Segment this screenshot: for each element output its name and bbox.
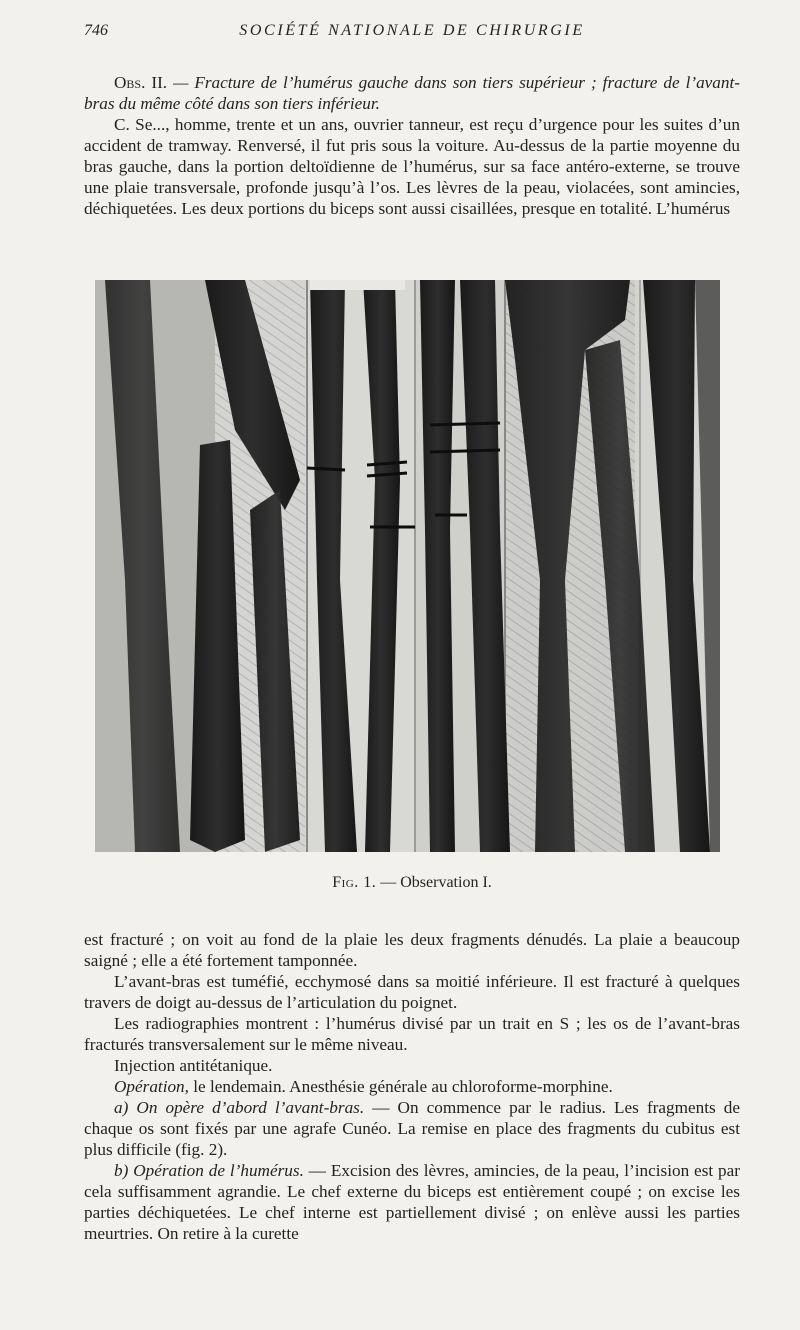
step-b-text: — Excision des lèvres, amincies, de la peau, l’incision est par cela suffisamment agrandie. Le chef externe du biceps est entièrement coupé ; on excise les parties déchiquetées. Le chef interne est partiellement divisé ; on enlève aussi les parties meurtries. On retire à la curette xyxy=(84,1161,740,1243)
observation-title: — Fracture de l’humérus gauche dans son tiers supérieur ; fracture de l’avant-bras du même côté dans son tiers inférieur. xyxy=(84,73,740,113)
paragraph xyxy=(84,1097,740,1160)
paragraph: est fracturé ; on voit au fond de la plaie les deux fragments dénudés. La plaie a beaucoup saigné ; elle a été fortement tamponnée. xyxy=(84,930,740,970)
operation-label: Opération, xyxy=(114,1077,189,1096)
step-a-text: — On commence par le radius. Les fragments de chaque os sont fixés par une agrafe Cunéo. La remise en place des fragments du cubitus est plus difficile (fig. 2). xyxy=(84,1098,740,1159)
observation-body xyxy=(84,929,740,1244)
radiograph-image xyxy=(95,280,720,852)
figure-caption xyxy=(84,874,740,892)
paragraph: Les radiographies montrent : l’humérus divisé par un trait en S ; les os de l’avant-bras fracturés transversalement sur le même niveau. xyxy=(84,1014,740,1054)
step-b-label: b) Opération de l’humérus. xyxy=(114,1161,304,1180)
observation-heading xyxy=(84,72,740,114)
figure-caption-text: — Observation I. xyxy=(376,874,492,891)
observation-intro xyxy=(84,72,740,219)
paragraph xyxy=(84,1076,740,1097)
figure-caption-label: Fig. 1. xyxy=(332,874,377,891)
page-number: 746 xyxy=(84,22,108,39)
paragraph xyxy=(84,1160,740,1244)
page-header xyxy=(84,22,740,46)
running-title: SOCIÉTÉ NATIONALE DE CHIRURGIE xyxy=(239,22,585,39)
operation-text: le lendemain. Anesthésie générale au chloroforme-morphine. xyxy=(188,1077,613,1096)
paragraph: L’avant-bras est tuméfié, ecchymosé dans sa moitié inférieure. Il est fracturé à quelques travers de doigt au-dessus de l’articulation du poignet. xyxy=(84,972,740,1012)
observation-label: Obs. II. xyxy=(114,73,168,92)
paragraph: Injection antitétanique. xyxy=(114,1056,273,1075)
paragraph: C. Se..., homme, trente et un ans, ouvrier tanneur, est reçu d’urgence pour les suites d’un accident de tramway. Renversé, il fut pris sous la voiture. Au-dessus de la partie moyenne du bras gauche, dans la portion deltoïdienne de l’humérus, sur sa face antéro-externe, se trouve une plaie transversale, profonde jusqu’à l’os. Les lèvres de la peau, violacées, sont amincies, déchiquetées. Les deux portions du biceps sont aussi cisaillées, presque en totalité. L’humérus xyxy=(84,115,740,218)
radiograph-figure xyxy=(95,280,720,852)
step-a-label: a) On opère d’abord l’avant-bras. xyxy=(114,1098,365,1117)
